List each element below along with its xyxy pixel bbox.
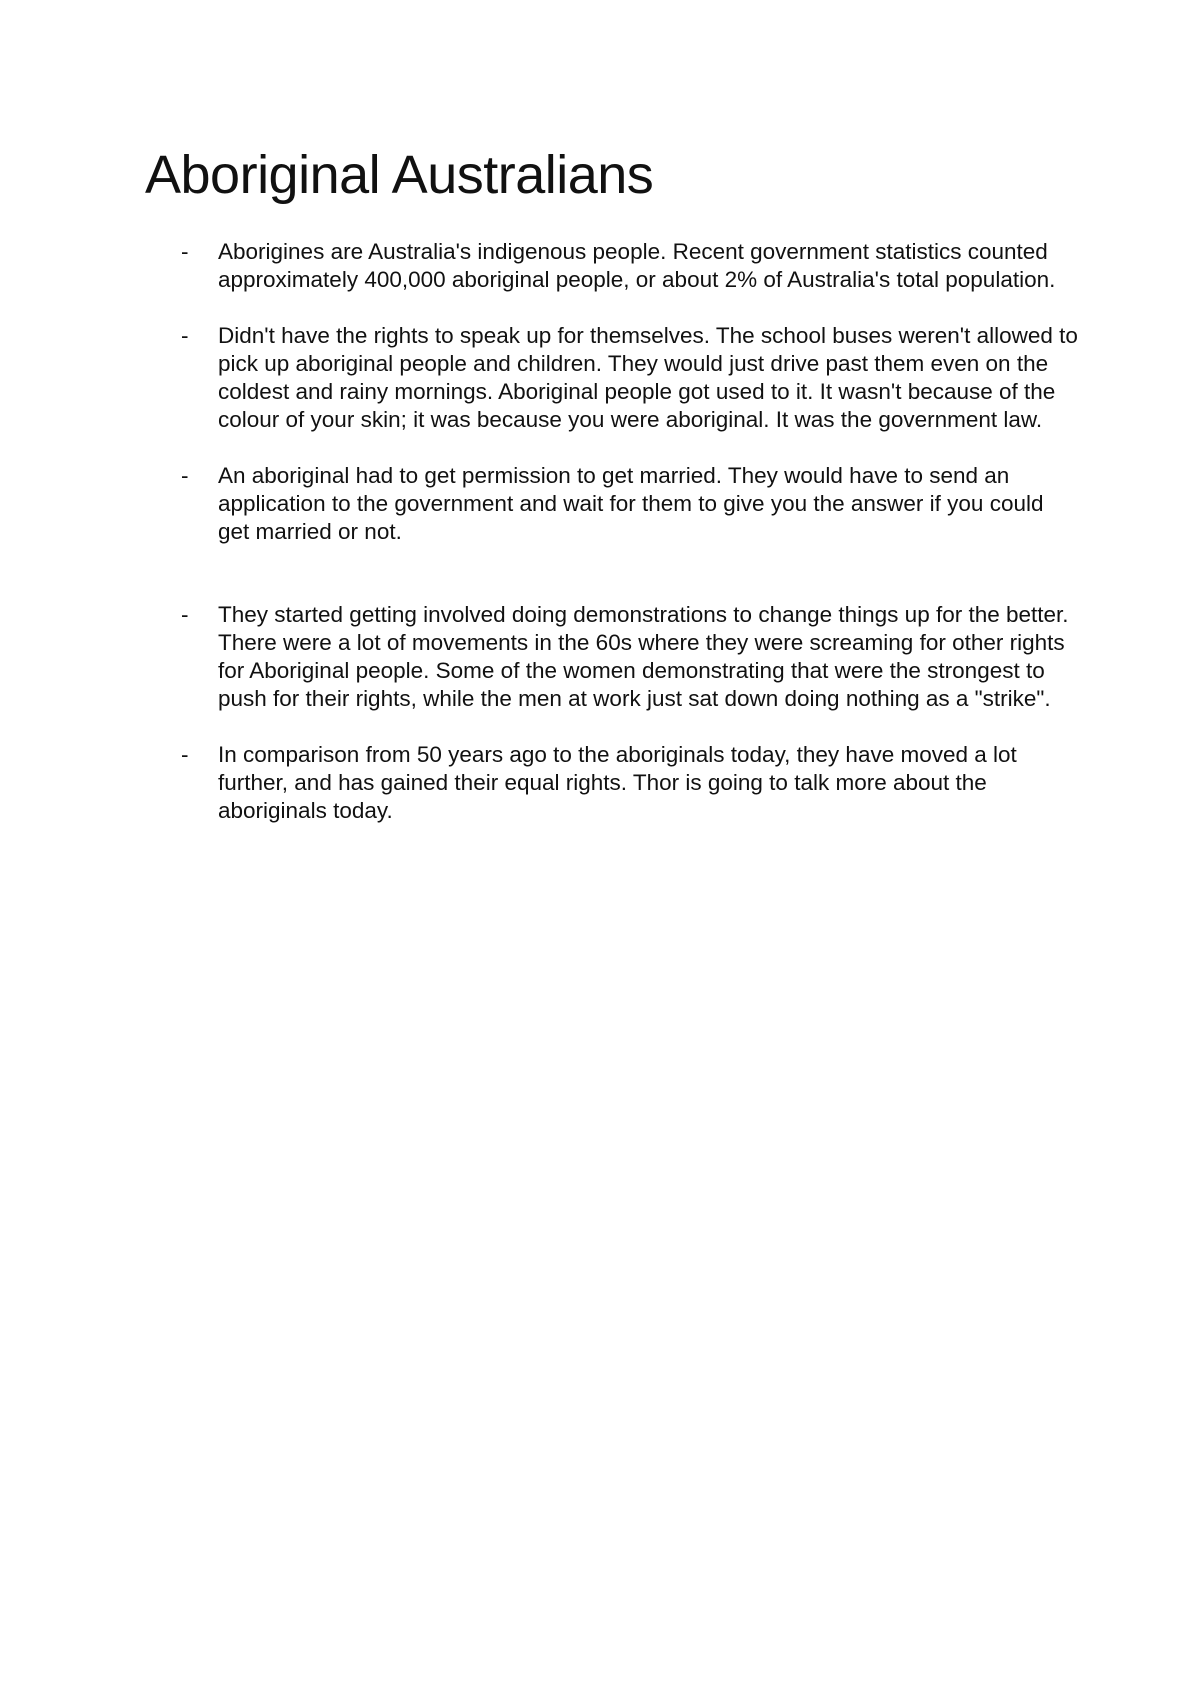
bullet-text: An aboriginal had to get permission to get married. They would have to send an application to the government and wait for them to give you the answer if you could get married or not. (218, 463, 1044, 544)
bullet-dash: - (181, 323, 189, 348)
list-item (178, 322, 1078, 434)
bullet-text: Didn't have the rights to speak up for themselves. The school buses weren't allowed to pick up aboriginal people and children. They would just drive past them even on the coldest and rainy mornings. Aboriginal people got used to it. It wasn't because of the colour of your skin; it was because you were aboriginal. It was the government law. (218, 323, 1078, 432)
list-item (178, 741, 1078, 825)
bullet-dash: - (181, 239, 189, 264)
bullet-list (178, 238, 1078, 825)
bullet-text: Aborigines are Australia's indigenous people. Recent government statistics counted approximately 400,000 aboriginal people, or about 2% of Australia's total population. (218, 239, 1056, 292)
bullet-text: In comparison from 50 years ago to the aboriginals today, they have moved a lot further, and has gained their equal rights. Thor is going to talk more about the aboriginals today. (218, 742, 1017, 823)
bullet-dash: - (181, 463, 189, 488)
bullet-text: They started getting involved doing demonstrations to change things up for the better. There were a lot of movements in the 60s where they were screaming for other rights for Aboriginal people. Some of the women demonstrating that were the strongest to push for their rights, while the men at work just sat down doing nothing as a "strike". (218, 602, 1069, 711)
list-item (178, 601, 1078, 713)
list-item (178, 462, 1078, 546)
page-title: Aboriginal Australians (145, 145, 654, 205)
bullet-dash: - (181, 602, 189, 627)
list-item (178, 238, 1078, 294)
bullet-dash: - (181, 742, 189, 767)
